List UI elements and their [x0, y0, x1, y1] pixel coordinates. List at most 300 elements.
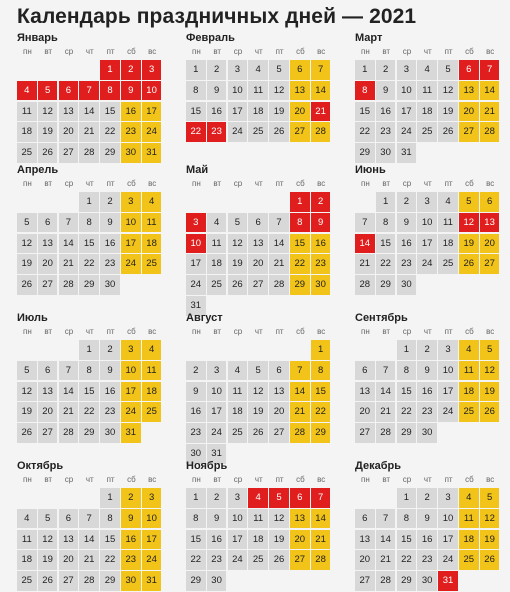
workday-cell: 8: [186, 509, 206, 529]
weekday-label: ср: [64, 47, 74, 56]
weekend-day-cell: 5: [480, 488, 500, 508]
weekend-day-cell: 8: [311, 361, 331, 381]
weekend-day-cell: 25: [142, 254, 162, 274]
workday-cell: 16: [207, 530, 227, 550]
workday-cell: 26: [38, 571, 58, 591]
month-block: [17, 311, 163, 444]
weekday-label: вс: [317, 47, 326, 56]
weekday-label: пт: [275, 475, 284, 484]
workday-cell: 3: [417, 192, 437, 212]
workday-cell: 5: [438, 60, 458, 80]
weekday-label: чт: [254, 47, 263, 56]
workday-cell: 8: [79, 361, 99, 381]
weekday-header: [17, 474, 163, 486]
holiday-day-cell: 4: [17, 81, 37, 101]
workday-cell: 19: [438, 102, 458, 122]
weekday-label: вт: [382, 47, 391, 56]
weekend-day-cell: 28: [311, 550, 331, 570]
workday-cell: 23: [100, 254, 120, 274]
weekend-day-cell: 17: [121, 382, 141, 402]
workday-cell: 21: [79, 122, 99, 142]
workday-cell: 1: [376, 192, 396, 212]
workday-cell: 18: [438, 234, 458, 254]
weekend-day-cell: 10: [121, 213, 141, 233]
workday-cell: 2: [207, 60, 227, 80]
weekend-day-cell: 4: [142, 192, 162, 212]
workday-cell: 26: [269, 550, 289, 570]
weekend-day-cell: 27: [459, 122, 479, 142]
workday-cell: 28: [355, 275, 375, 295]
workday-cell: 12: [17, 382, 37, 402]
workday-cell: 15: [100, 102, 120, 122]
weekday-label: сб: [465, 47, 474, 56]
workday-cell: 24: [228, 550, 248, 570]
workday-cell: 4: [228, 361, 248, 381]
weekend-day-cell: 14: [311, 509, 331, 529]
workday-cell: 29: [355, 143, 375, 163]
weekday-header: [355, 46, 501, 58]
weekday-label: вс: [317, 327, 326, 336]
month-name: Январь: [17, 32, 58, 44]
workday-cell: 11: [228, 382, 248, 402]
weekend-day-cell: 2: [121, 488, 141, 508]
workday-cell: 13: [355, 382, 375, 402]
workday-cell: 16: [186, 402, 206, 422]
workday-cell: 20: [248, 254, 268, 274]
workday-cell: 13: [269, 382, 289, 402]
workday-cell: 9: [417, 509, 437, 529]
month-name: Август: [186, 312, 223, 324]
holiday-day-cell: 1: [290, 192, 310, 212]
weekend-day-cell: 23: [121, 550, 141, 570]
workday-cell: 25: [207, 275, 227, 295]
workday-cell: 13: [355, 530, 375, 550]
weekday-label: пт: [444, 327, 453, 336]
workday-cell: 26: [269, 122, 289, 142]
weekday-label: вс: [148, 179, 157, 188]
weekday-label: вт: [44, 327, 53, 336]
weekend-day-cell: 25: [142, 402, 162, 422]
weekday-label: чт: [85, 327, 94, 336]
weekday-header: [17, 326, 163, 338]
workday-cell: 29: [186, 571, 206, 591]
workday-cell: 16: [417, 530, 437, 550]
workday-cell: 28: [376, 571, 396, 591]
holiday-day-cell: 5: [269, 488, 289, 508]
workday-cell: 27: [59, 143, 79, 163]
workday-cell: 5: [38, 509, 58, 529]
month-block: [355, 163, 501, 296]
weekday-label: сб: [127, 47, 136, 56]
workday-cell: 17: [397, 102, 417, 122]
weekday-label: пт: [275, 179, 284, 188]
weekend-day-cell: 3: [121, 340, 141, 360]
workday-cell: 16: [397, 234, 417, 254]
workday-cell: 11: [17, 530, 37, 550]
workday-cell: 24: [397, 122, 417, 142]
workday-cell: 13: [38, 234, 58, 254]
workday-cell: 12: [38, 102, 58, 122]
weekday-label: ср: [233, 327, 243, 336]
workday-cell: 2: [100, 192, 120, 212]
workday-cell: 8: [186, 81, 206, 101]
holiday-day-cell: 3: [186, 213, 206, 233]
workday-cell: 10: [438, 509, 458, 529]
days-grid: [355, 60, 501, 164]
holiday-day-cell: 23: [207, 122, 227, 142]
workday-cell: 19: [38, 122, 58, 142]
workday-cell: 11: [248, 509, 268, 529]
weekday-label: пт: [275, 47, 284, 56]
weekday-label: сб: [465, 475, 474, 484]
weekend-day-cell: 11: [142, 213, 162, 233]
month-block: [17, 31, 163, 164]
holiday-day-cell: 21: [311, 102, 331, 122]
workday-cell: 3: [397, 60, 417, 80]
workday-cell: 8: [376, 213, 396, 233]
weekday-label: пн: [23, 475, 32, 484]
workday-cell: 25: [17, 571, 37, 591]
workday-cell: 23: [186, 423, 206, 443]
weekday-label: ср: [402, 475, 412, 484]
weekend-day-cell: 28: [480, 122, 500, 142]
workday-cell: 17: [228, 102, 248, 122]
weekday-label: ср: [233, 475, 243, 484]
workday-cell: 16: [417, 382, 437, 402]
weekday-label: вт: [44, 47, 53, 56]
workday-cell: 14: [376, 530, 396, 550]
workday-cell: 31: [397, 143, 417, 163]
weekend-day-cell: 18: [142, 234, 162, 254]
workday-cell: 28: [59, 275, 79, 295]
workday-cell: 4: [207, 213, 227, 233]
workday-cell: 20: [59, 550, 79, 570]
workday-cell: 6: [269, 361, 289, 381]
workday-cell: 6: [38, 213, 58, 233]
workday-cell: 13: [59, 530, 79, 550]
weekend-day-cell: 19: [480, 382, 500, 402]
month-name: Март: [355, 32, 383, 44]
weekday-label: вс: [148, 475, 157, 484]
workday-cell: 14: [59, 382, 79, 402]
weekend-day-cell: 16: [121, 102, 141, 122]
weekday-label: ср: [64, 475, 74, 484]
weekend-day-cell: 23: [121, 122, 141, 142]
workday-cell: 25: [438, 254, 458, 274]
workday-cell: 10: [417, 213, 437, 233]
workday-cell: 22: [79, 254, 99, 274]
workday-cell: 2: [417, 488, 437, 508]
page-title: Календарь праздничных дней — 2021: [17, 5, 417, 28]
workday-cell: 15: [355, 102, 375, 122]
workday-cell: 14: [59, 234, 79, 254]
workday-cell: 11: [207, 234, 227, 254]
workday-cell: 23: [100, 402, 120, 422]
holiday-day-cell: 10: [142, 81, 162, 101]
weekend-day-cell: 14: [480, 81, 500, 101]
weekday-label: вт: [382, 327, 391, 336]
weekday-header: [355, 474, 501, 486]
weekday-label: пт: [444, 475, 453, 484]
workday-cell: 15: [186, 530, 206, 550]
workday-cell: 30: [417, 571, 437, 591]
workday-cell: 20: [269, 402, 289, 422]
holiday-day-cell: 31: [438, 571, 458, 591]
weekend-day-cell: 30: [121, 143, 141, 163]
workday-cell: 27: [248, 275, 268, 295]
month-name: Май: [186, 164, 209, 176]
workday-cell: 7: [79, 509, 99, 529]
days-grid: [355, 488, 501, 592]
workday-cell: 19: [17, 402, 37, 422]
workday-cell: 20: [38, 402, 58, 422]
workday-cell: 21: [59, 402, 79, 422]
workday-cell: 24: [207, 423, 227, 443]
days-grid: [17, 192, 163, 296]
weekday-label: вс: [486, 327, 495, 336]
workday-cell: 14: [269, 234, 289, 254]
workday-cell: 11: [17, 102, 37, 122]
days-grid: [186, 192, 332, 317]
workday-cell: 27: [38, 423, 58, 443]
workday-cell: 29: [79, 423, 99, 443]
weekend-day-cell: 25: [459, 402, 479, 422]
weekday-label: пн: [192, 327, 201, 336]
month-name: Ноябрь: [186, 460, 228, 472]
holiday-day-cell: 14: [355, 234, 375, 254]
workday-cell: 7: [376, 509, 396, 529]
workday-cell: 21: [355, 254, 375, 274]
workday-cell: 4: [438, 192, 458, 212]
weekday-label: вс: [486, 475, 495, 484]
workday-cell: 7: [376, 361, 396, 381]
workday-cell: 16: [100, 234, 120, 254]
weekend-day-cell: 12: [480, 509, 500, 529]
weekend-day-cell: 22: [311, 402, 331, 422]
workday-cell: 20: [355, 550, 375, 570]
weekend-day-cell: 27: [290, 550, 310, 570]
workday-cell: 25: [228, 423, 248, 443]
workday-cell: 7: [269, 213, 289, 233]
weekday-label: вт: [213, 179, 222, 188]
weekend-day-cell: 23: [311, 254, 331, 274]
month-name: Декабрь: [355, 460, 401, 472]
holiday-day-cell: 7: [480, 60, 500, 80]
weekday-header: [355, 178, 501, 190]
workday-cell: 25: [248, 122, 268, 142]
weekend-day-cell: 18: [459, 382, 479, 402]
workday-cell: 12: [17, 234, 37, 254]
workday-cell: 31: [207, 444, 227, 464]
workday-cell: 7: [59, 213, 79, 233]
weekday-label: сб: [465, 179, 474, 188]
workday-cell: 17: [228, 530, 248, 550]
workday-cell: 9: [417, 361, 437, 381]
workday-cell: 4: [417, 60, 437, 80]
holiday-day-cell: 12: [459, 213, 479, 233]
weekday-label: пн: [192, 179, 201, 188]
workday-cell: 26: [228, 275, 248, 295]
workday-cell: 1: [397, 340, 417, 360]
weekday-header: [186, 474, 332, 486]
weekend-day-cell: 24: [142, 122, 162, 142]
workday-cell: 9: [186, 382, 206, 402]
weekend-day-cell: 20: [480, 234, 500, 254]
weekend-day-cell: 14: [290, 382, 310, 402]
holiday-day-cell: 7: [311, 488, 331, 508]
weekend-day-cell: 4: [459, 488, 479, 508]
workday-cell: 30: [100, 423, 120, 443]
weekend-day-cell: 16: [121, 530, 141, 550]
weekend-day-cell: 1: [311, 340, 331, 360]
weekday-label: пн: [23, 327, 32, 336]
workday-cell: 21: [79, 550, 99, 570]
weekday-label: вс: [486, 47, 495, 56]
month-block: [17, 459, 163, 592]
workday-cell: 22: [79, 402, 99, 422]
workday-cell: 30: [417, 423, 437, 443]
weekend-day-cell: 11: [459, 361, 479, 381]
weekday-header: [17, 178, 163, 190]
weekend-day-cell: 13: [459, 81, 479, 101]
workday-cell: 11: [438, 213, 458, 233]
holiday-day-cell: 7: [79, 81, 99, 101]
holiday-day-cell: 5: [38, 81, 58, 101]
weekday-label: вт: [44, 179, 53, 188]
workday-cell: 28: [376, 423, 396, 443]
workday-cell: 22: [100, 550, 120, 570]
weekday-label: чт: [85, 179, 94, 188]
workday-cell: 21: [59, 254, 79, 274]
weekend-day-cell: 11: [142, 361, 162, 381]
workday-cell: 18: [207, 254, 227, 274]
workday-cell: 22: [397, 402, 417, 422]
weekend-day-cell: 24: [121, 402, 141, 422]
weekday-label: сб: [127, 327, 136, 336]
workday-cell: 12: [248, 382, 268, 402]
workday-cell: 26: [17, 275, 37, 295]
weekday-header: [355, 326, 501, 338]
workday-cell: 27: [355, 423, 375, 443]
workday-cell: 22: [397, 550, 417, 570]
month-block: [355, 311, 501, 444]
workday-cell: 18: [248, 102, 268, 122]
workday-cell: 22: [355, 122, 375, 142]
workday-cell: 9: [100, 213, 120, 233]
workday-cell: 15: [79, 382, 99, 402]
workday-cell: 10: [397, 81, 417, 101]
weekend-day-cell: 18: [142, 382, 162, 402]
workday-cell: 2: [417, 340, 437, 360]
workday-cell: 17: [438, 530, 458, 550]
holiday-day-cell: 22: [186, 122, 206, 142]
workday-cell: 21: [376, 402, 396, 422]
month-name: Октябрь: [17, 460, 64, 472]
weekend-day-cell: 10: [121, 361, 141, 381]
weekend-day-cell: 4: [459, 340, 479, 360]
workday-cell: 12: [228, 234, 248, 254]
workday-cell: 6: [248, 213, 268, 233]
weekday-label: чт: [423, 327, 432, 336]
weekday-label: вс: [148, 47, 157, 56]
weekday-label: пт: [275, 327, 284, 336]
weekend-day-cell: 11: [459, 509, 479, 529]
weekend-day-cell: 18: [459, 530, 479, 550]
weekday-label: вт: [382, 179, 391, 188]
workday-cell: 17: [438, 382, 458, 402]
weekday-label: пн: [361, 179, 370, 188]
weekend-day-cell: 29: [290, 275, 310, 295]
days-grid: [17, 340, 163, 444]
weekday-header: [186, 326, 332, 338]
weekday-header: [17, 46, 163, 58]
workday-cell: 3: [228, 488, 248, 508]
weekday-label: сб: [127, 179, 136, 188]
workday-cell: 19: [228, 254, 248, 274]
weekend-day-cell: 26: [480, 402, 500, 422]
weekday-label: пн: [361, 327, 370, 336]
holiday-day-cell: 8: [290, 213, 310, 233]
workday-cell: 12: [438, 81, 458, 101]
weekday-label: чт: [85, 47, 94, 56]
workday-cell: 30: [186, 444, 206, 464]
weekday-label: чт: [254, 327, 263, 336]
weekday-header: [186, 46, 332, 58]
month-name: Апрель: [17, 164, 59, 176]
month-block: [186, 163, 332, 317]
workday-cell: 13: [38, 382, 58, 402]
weekday-label: сб: [127, 475, 136, 484]
weekend-day-cell: 3: [142, 488, 162, 508]
weekend-day-cell: 13: [290, 81, 310, 101]
weekday-label: ср: [233, 47, 243, 56]
workday-cell: 29: [79, 275, 99, 295]
weekend-day-cell: 19: [459, 234, 479, 254]
workday-cell: 3: [438, 488, 458, 508]
workday-cell: 16: [207, 102, 227, 122]
workday-cell: 20: [355, 402, 375, 422]
weekday-label: чт: [254, 475, 263, 484]
workday-cell: 11: [417, 81, 437, 101]
weekday-label: чт: [85, 475, 94, 484]
holiday-day-cell: 13: [480, 213, 500, 233]
workday-cell: 29: [100, 571, 120, 591]
weekend-day-cell: 10: [142, 509, 162, 529]
weekend-day-cell: 26: [480, 550, 500, 570]
weekend-day-cell: 30: [311, 275, 331, 295]
month-block: [186, 31, 332, 143]
holiday-day-cell: 1: [100, 60, 120, 80]
weekend-day-cell: 20: [459, 102, 479, 122]
month-block: [186, 311, 332, 465]
workday-cell: 16: [376, 102, 396, 122]
workday-cell: 5: [248, 361, 268, 381]
holiday-day-cell: 6: [459, 60, 479, 80]
workday-cell: 5: [269, 60, 289, 80]
days-grid: [186, 340, 332, 465]
weekday-label: пн: [361, 47, 370, 56]
workday-cell: 26: [438, 122, 458, 142]
weekday-label: пн: [361, 475, 370, 484]
workday-cell: 24: [438, 550, 458, 570]
workday-cell: 19: [269, 102, 289, 122]
workday-cell: 4: [17, 509, 37, 529]
workday-cell: 23: [417, 550, 437, 570]
workday-cell: 18: [17, 122, 37, 142]
weekday-label: ср: [233, 179, 243, 188]
workday-cell: 2: [207, 488, 227, 508]
workday-cell: 14: [79, 530, 99, 550]
